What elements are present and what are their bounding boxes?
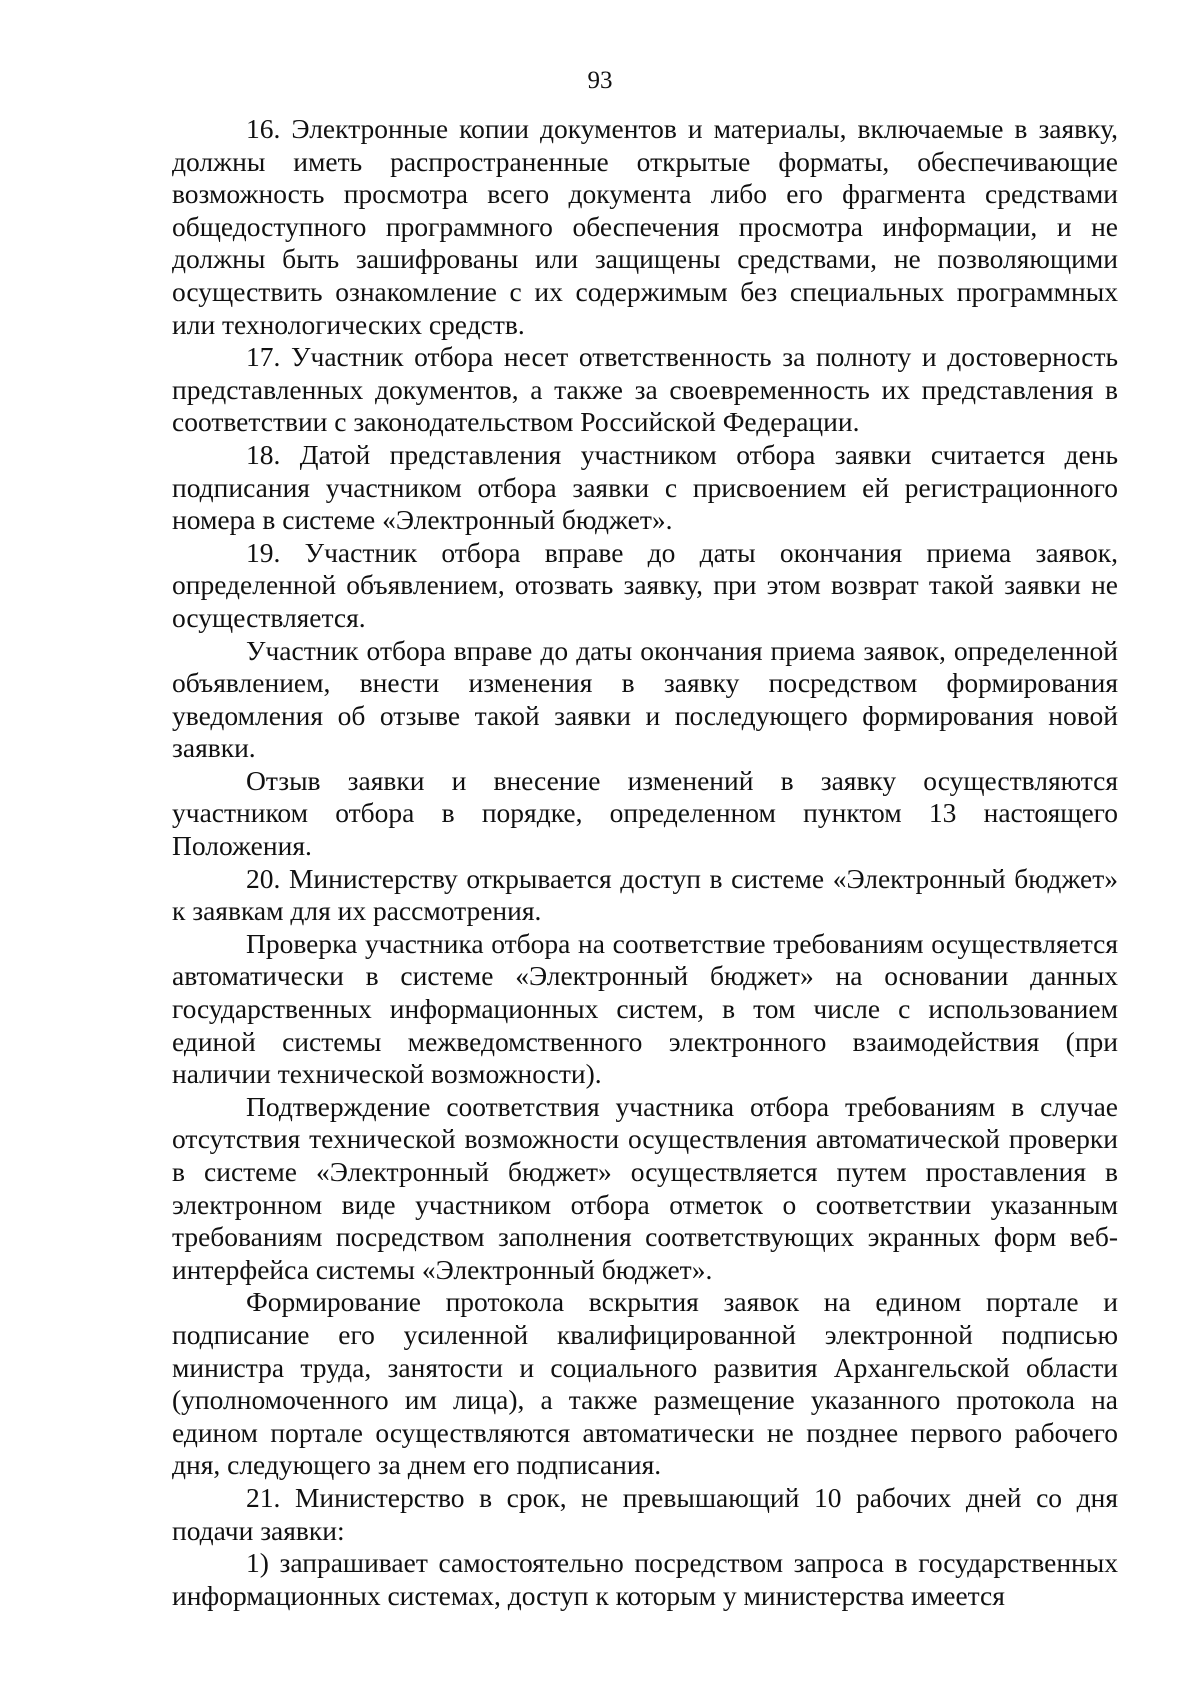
paragraph-21: 21. Министерство в срок, не превышающий 10 рабочих дней со дня подачи заявки: — [172, 1481, 1118, 1546]
paragraph-17: 17. Участник отбора несет ответственность за полноту и достоверность представленных документов, а также за своевременность их представления в соответствии с законодательством Российской Федерации. — [172, 341, 1118, 438]
page-number: 93 — [587, 67, 613, 94]
paragraph-19-withdrawal-procedure: Отзыв заявки и внесение изменений в заявку осуществляются участником отбора в порядке, определенном пунктом 13 настоящего Положения. — [172, 764, 1118, 862]
paragraph-20-manual-confirmation: Подтверждение соответствия участника отбора требованиям в случае отсутствия технической возможности осуществления автоматической проверки в системе «Электронный бюджет» осуществляется путем проставления в электронном виде участником отбора отметок о соответствии указанным требованиям посредством заполнения соответствующих экранных форм веб-интерфейса системы «Электронный бюджет». — [172, 1090, 1118, 1285]
paragraph-21-item-1: 1) запрашивает самостоятельно посредством запроса в государственных информационных системах, доступ к которым у министерства имеется — [172, 1547, 1118, 1611]
paragraph-20: 20. Министерству открывается доступ в системе «Электронный бюджет» к заявкам для их рассмотрения. — [172, 862, 1118, 927]
paragraph-19: 19. Участник отбора вправе до даты окончания приема заявок, определенной объявлением, отозвать заявку, при этом возврат такой заявки не осуществляется. — [172, 536, 1118, 633]
paragraph-19-amendment: Участник отбора вправе до даты окончания приема заявок, определенной объявлением, внести изменения в заявку посредством формирования уведомления об отзыве такой заявки и последующего формирования новой заявки. — [172, 634, 1118, 764]
document-body — [172, 113, 1118, 1612]
paragraph-16: 16. Электронные копии документов и материалы, включаемые в заявку, должны иметь распространенные открытые форматы, обеспечивающие возможность просмотра всего документа либо его фрагмента средствами общедоступного программного обеспечения просмотра информации, и не должны быть зашифрованы или защищены средствами, не позволяющими осуществить ознакомление с их содержимым без специальных программных или технологических средств. — [172, 113, 1118, 340]
paragraph-20-protocol: Формирование протокола вскрытия заявок на едином портале и подписание его усиленной квалифицированной электронной подписью министра труда, занятости и социального развития Архангельской области (уполномоченного им лица), а также размещение указанного протокола на едином портале осуществляются автоматически не позднее первого рабочего дня, следующего за днем его подписания. — [172, 1286, 1118, 1481]
paragraph-20-automatic-check: Проверка участника отбора на соответствие требованиям осуществляется автоматически в системе «Электронный бюджет» на основании данных государственных информационных систем, в том числе с использованием единой системы межведомственного электронного взаимодействия (при наличии технической возможности). — [172, 927, 1118, 1090]
paragraph-18: 18. Датой представления участником отбора заявки считается день подписания участником отбора заявки с присвоением ей регистрационного номера в системе «Электронный бюджет». — [172, 438, 1118, 536]
